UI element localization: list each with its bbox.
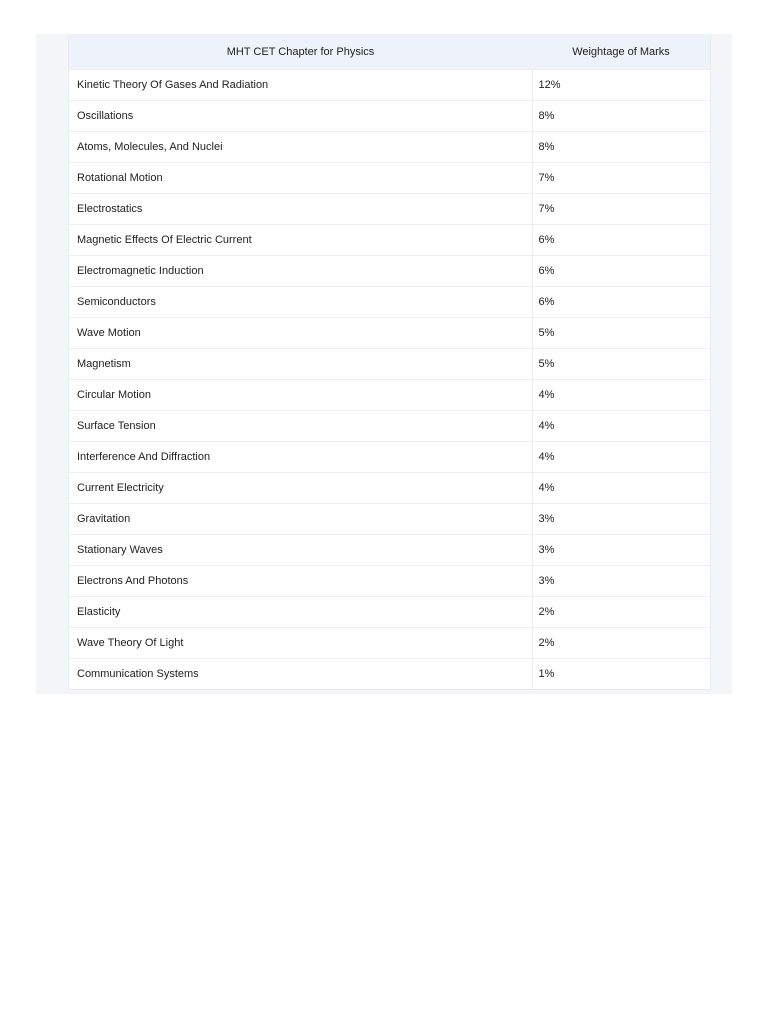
- chapter-cell: Electromagnetic Induction: [69, 256, 532, 287]
- table-row: [69, 70, 710, 101]
- chapter-cell: Electrons And Photons: [69, 566, 532, 597]
- chapter-cell: Circular Motion: [69, 380, 532, 411]
- table-row: [69, 225, 710, 256]
- weightage-cell: 6%: [532, 256, 710, 287]
- table-row: [69, 101, 710, 132]
- weightage-cell: 6%: [532, 287, 710, 318]
- chapter-cell: Atoms, Molecules, And Nuclei: [69, 132, 532, 163]
- weightage-cell: 4%: [532, 442, 710, 473]
- table-row: [69, 380, 710, 411]
- chapter-cell: Wave Motion: [69, 318, 532, 349]
- header-chapter: MHT CET Chapter for Physics: [69, 34, 532, 70]
- table-row: [69, 628, 710, 659]
- table-row: [69, 411, 710, 442]
- weightage-cell: 2%: [532, 597, 710, 628]
- chapter-cell: Communication Systems: [69, 659, 532, 690]
- weightage-cell: 8%: [532, 132, 710, 163]
- table-row: [69, 163, 710, 194]
- weightage-cell: 7%: [532, 163, 710, 194]
- weightage-table-container: [68, 34, 711, 690]
- chapter-cell: Elasticity: [69, 597, 532, 628]
- table-row: [69, 659, 710, 690]
- weightage-table: [69, 34, 710, 689]
- table-row: [69, 287, 710, 318]
- table-row: [69, 132, 710, 163]
- chapter-cell: Stationary Waves: [69, 535, 532, 566]
- chapter-cell: Magnetism: [69, 349, 532, 380]
- table-row: [69, 194, 710, 225]
- chapter-cell: Rotational Motion: [69, 163, 532, 194]
- table-row: [69, 504, 710, 535]
- chapter-cell: Semiconductors: [69, 287, 532, 318]
- table-body: [69, 70, 710, 690]
- weightage-cell: 7%: [532, 194, 710, 225]
- chapter-cell: Gravitation: [69, 504, 532, 535]
- chapter-cell: Oscillations: [69, 101, 532, 132]
- table-row: [69, 349, 710, 380]
- weightage-cell: 1%: [532, 659, 710, 690]
- weightage-cell: 3%: [532, 535, 710, 566]
- chapter-cell: Electrostatics: [69, 194, 532, 225]
- table-row: [69, 318, 710, 349]
- chapter-cell: Wave Theory Of Light: [69, 628, 532, 659]
- table-row: [69, 566, 710, 597]
- table-row: [69, 535, 710, 566]
- table-row: [69, 256, 710, 287]
- weightage-cell: 4%: [532, 380, 710, 411]
- weightage-cell: 3%: [532, 566, 710, 597]
- chapter-cell: Magnetic Effects Of Electric Current: [69, 225, 532, 256]
- weightage-cell: 4%: [532, 473, 710, 504]
- table-row: [69, 442, 710, 473]
- weightage-cell: 12%: [532, 70, 710, 101]
- chapter-cell: Kinetic Theory Of Gases And Radiation: [69, 70, 532, 101]
- weightage-cell: 3%: [532, 504, 710, 535]
- weightage-cell: 6%: [532, 225, 710, 256]
- weightage-cell: 5%: [532, 318, 710, 349]
- table-row: [69, 473, 710, 504]
- table-header-row: [69, 34, 710, 70]
- weightage-cell: 4%: [532, 411, 710, 442]
- chapter-cell: Current Electricity: [69, 473, 532, 504]
- weightage-cell: 8%: [532, 101, 710, 132]
- chapter-cell: Surface Tension: [69, 411, 532, 442]
- chapter-cell: Interference And Diffraction: [69, 442, 532, 473]
- table-row: [69, 597, 710, 628]
- weightage-cell: 5%: [532, 349, 710, 380]
- header-weightage: Weightage of Marks: [532, 34, 710, 70]
- weightage-cell: 2%: [532, 628, 710, 659]
